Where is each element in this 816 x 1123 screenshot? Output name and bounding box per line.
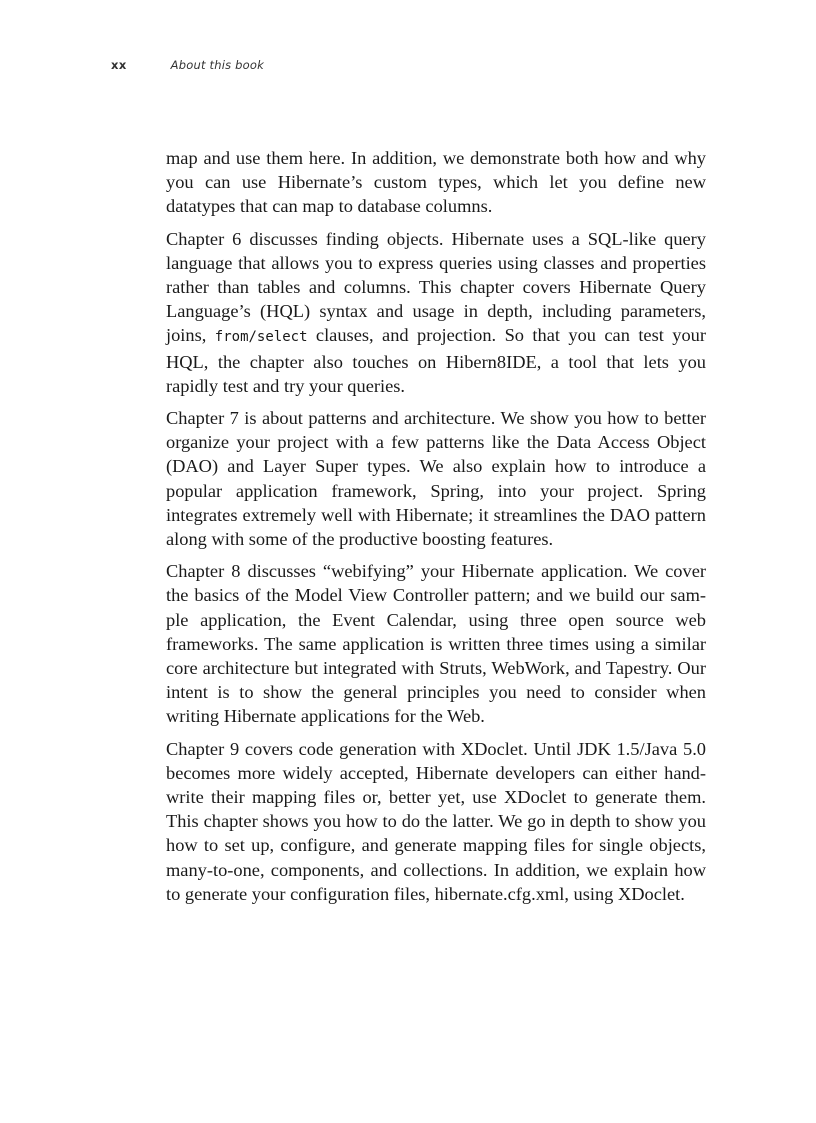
paragraph (166, 227, 706, 398)
paragraph-text: clauses, and projection. So that you can test your HQL, the chapter also touches on Hibern8IDE, a tool that lets you rapidly test and try your queries. (166, 325, 706, 396)
paragraph: map and use them here. In addition, we demonstrate both how and why you can use Hibernate’s custom types, which let you define new datatypes that can map to database columns. (166, 148, 706, 217)
running-head (111, 58, 264, 72)
inline-code: from/select (214, 329, 308, 346)
paragraph: Chapter 9 covers code generation with XDoclet. Until JDK 1.5/Java 5.0 becomes more widely accepted, Hibernate developers can either hand-write their mapping files or, better yet, use XDoclet to generate them. This chapter shows you how to do the latter. We go in depth to show you how to set up, configure, and generate mapping files for single objects, many-to-one, components, and collections. In addition, we explain how to generate your configuration files, hibernate.cfg.xml, using XDoclet. (166, 738, 706, 904)
paragraph: Chapter 7 is about patterns and architecture. We show you how to better organize your project with a few patterns like the Data Access Object (DAO) and Layer Super types. We also explain how to introduce a popular application framework, Spring, into your project. Spring integrates extremely well with Hibernate; it streamlines the DAO pattern along with some of the productive boosting features. (166, 408, 706, 550)
body-text (166, 146, 706, 914)
running-head-title: About this book (170, 58, 264, 72)
paragraph: Chapter 8 discusses “webifying” your Hibernate application. We cover the basics of the Model View Controller pattern; and we build our sample application, the Event Calendar, using three open source web frameworks. The same application is written three times using a similar core architecture but integrated with Struts, WebWork, and Tapestry. Our intent is to show the general principles you need to consider when writing Hibernate applications for the Web. (166, 561, 706, 727)
paragraph-text: Chapter 6 discusses finding objects. Hibernate uses a SQL-like query language that allows you to express queries using classes and properties rather than tables and columns. This chapter covers Hibernate Query Language’s (HQL) syntax and usage in depth, including parameters, joins, (166, 228, 706, 346)
page-number: xx (111, 58, 127, 72)
